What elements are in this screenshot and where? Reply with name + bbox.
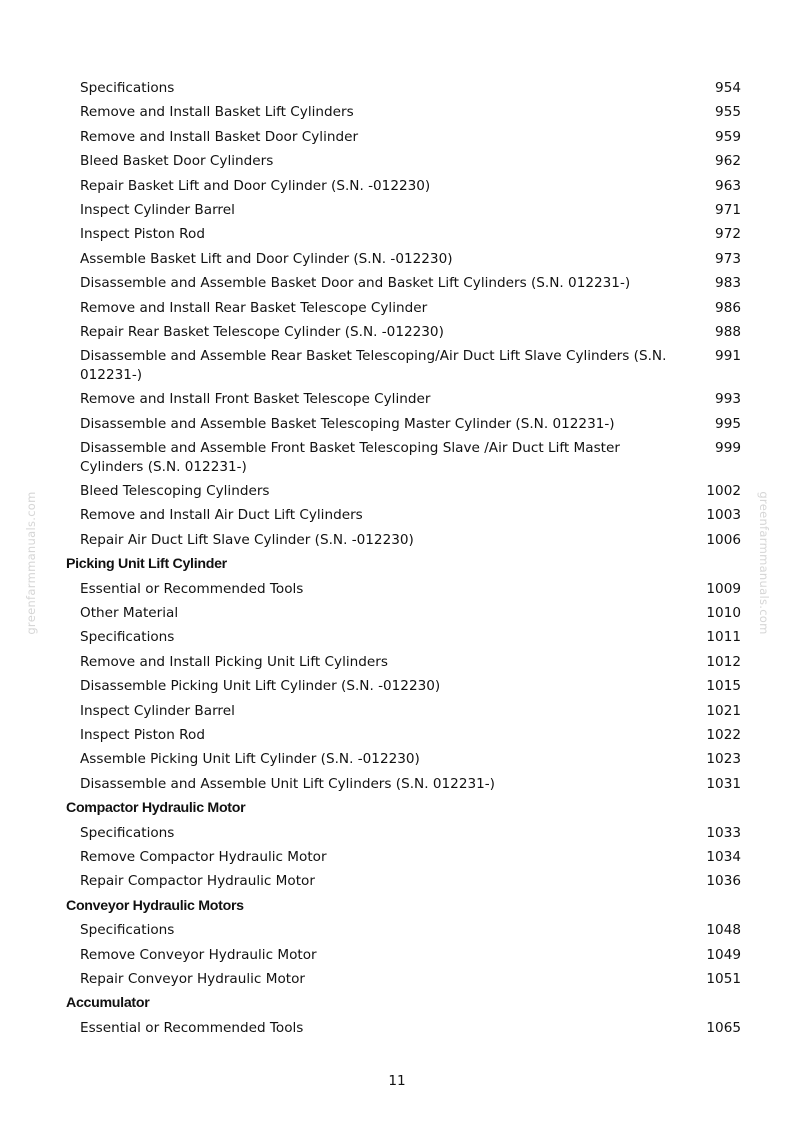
- entry-page-number: 1051: [706, 971, 741, 988]
- entry-page-number: 988: [715, 324, 741, 341]
- toc-entry[interactable]: [0, 674, 794, 698]
- entry-title: Remove and Install Basket Lift Cylinders: [80, 104, 354, 121]
- toc-entry[interactable]: [0, 76, 794, 100]
- entry-title: Disassemble and Assemble Front Basket Telescoping Slave /Air Duct Lift Master Cylinders (S.N. 012231-): [80, 440, 620, 475]
- entry-title: Remove and Install Picking Unit Lift Cylinders: [80, 653, 388, 670]
- toc-entry[interactable]: [0, 869, 794, 893]
- toc-section-heading: [0, 894, 794, 918]
- entry-title: Bleed Basket Door Cylinders: [80, 153, 274, 170]
- entry-page-number: 1003: [706, 507, 741, 524]
- toc-section-heading: [0, 991, 794, 1015]
- entry-title: Repair Rear Basket Telescope Cylinder (S.N. -012230): [80, 324, 444, 341]
- toc-entry[interactable]: [0, 100, 794, 124]
- toc-entry[interactable]: [0, 845, 794, 869]
- entry-title: Specifications: [80, 80, 175, 96]
- entry-page-number: 1011: [706, 629, 741, 646]
- toc-section-heading: [0, 552, 794, 576]
- entry-title: Other Material: [80, 604, 179, 621]
- toc-entry[interactable]: [0, 967, 794, 991]
- toc-entry[interactable]: [0, 125, 794, 149]
- entry-page-number: 1010: [706, 604, 741, 621]
- entry-title: Disassemble and Assemble Unit Lift Cylinders (S.N. 012231-): [80, 775, 495, 792]
- entry-title: Repair Basket Lift and Door Cylinder (S.N. -012230): [80, 177, 431, 194]
- entry-title: Repair Air Duct Lift Slave Cylinder (S.N. -012230): [80, 531, 414, 548]
- section-title: Compactor Hydraulic Motor: [66, 800, 246, 817]
- entry-page-number: 1022: [706, 726, 741, 743]
- section-title: Conveyor Hydraulic Motors: [66, 897, 244, 914]
- entry-page-number: 983: [715, 275, 741, 292]
- entry-title: Specifications: [80, 922, 175, 939]
- entry-page-number: 993: [715, 391, 741, 408]
- entry-page-number: 1049: [706, 946, 741, 963]
- toc-entry[interactable]: [0, 271, 794, 295]
- entry-page-number: 955: [715, 104, 741, 121]
- entry-title: Remove Compactor Hydraulic Motor: [80, 849, 327, 865]
- entry-page-number: 1012: [706, 653, 741, 670]
- toc-entry[interactable]: [0, 436, 794, 479]
- page-number: 11: [388, 1073, 406, 1089]
- toc-entry[interactable]: [0, 247, 794, 271]
- watermark-left: greenfarmmanuals.com: [24, 491, 38, 635]
- toc-section-heading: [0, 796, 794, 820]
- entry-title: Inspect Piston Rod: [80, 726, 205, 743]
- entry-page-number: 1002: [706, 482, 741, 499]
- toc-entry[interactable]: [0, 821, 794, 845]
- entry-page-number: 999: [715, 440, 741, 457]
- toc-entry[interactable]: [0, 699, 794, 723]
- entry-page-number: 1048: [706, 922, 741, 939]
- entry-page-number: 1034: [706, 849, 741, 865]
- entry-title: Remove and Install Rear Basket Telescope Cylinder: [80, 299, 428, 316]
- toc-entry[interactable]: [0, 198, 794, 222]
- entry-title: Disassemble and Assemble Rear Basket Telescoping/Air Duct Lift Slave Cylinders (S.N. 012231-): [80, 348, 667, 383]
- entry-page-number: 1065: [706, 1019, 741, 1036]
- entry-page-number: 1023: [706, 751, 741, 768]
- entry-page-number: 1036: [706, 873, 741, 890]
- entry-page-number: 973: [715, 250, 741, 267]
- toc-entry[interactable]: [0, 296, 794, 320]
- entry-page-number: 954: [715, 80, 741, 96]
- entry-title: Repair Compactor Hydraulic Motor: [80, 873, 315, 890]
- entry-title: Remove and Install Air Duct Lift Cylinders: [80, 507, 363, 524]
- entry-title: Specifications: [80, 629, 175, 646]
- entry-title: Inspect Cylinder Barrel: [80, 202, 235, 219]
- entry-title: Assemble Picking Unit Lift Cylinder (S.N. -012230): [80, 751, 420, 768]
- entry-page-number: 1033: [706, 824, 741, 841]
- entry-title: Disassemble Picking Unit Lift Cylinder (S.N. -012230): [80, 678, 441, 695]
- entry-page-number: 1031: [706, 775, 741, 792]
- entry-page-number: 1021: [706, 702, 741, 719]
- entry-page-number: 959: [715, 128, 741, 145]
- toc-entry[interactable]: [0, 528, 794, 552]
- table-of-contents: [0, 76, 794, 1040]
- entry-page-number: 1006: [706, 531, 741, 548]
- entry-title: Essential or Recommended Tools: [80, 580, 304, 597]
- toc-entry[interactable]: [0, 943, 794, 967]
- entry-title: Bleed Telescoping Cylinders: [80, 482, 270, 499]
- entry-title: Remove Conveyor Hydraulic Motor: [80, 946, 317, 963]
- entry-title: Repair Conveyor Hydraulic Motor: [80, 971, 306, 988]
- toc-entry[interactable]: [0, 723, 794, 747]
- entry-page-number: 995: [715, 415, 741, 432]
- entry-page-number: 1015: [706, 678, 741, 695]
- toc-entry[interactable]: [0, 479, 794, 503]
- entry-page-number: 972: [715, 226, 741, 243]
- entry-page-number: 991: [715, 348, 741, 365]
- entry-title: Assemble Basket Lift and Door Cylinder (S.N. -012230): [80, 250, 453, 267]
- entry-page-number: 971: [715, 202, 741, 219]
- entry-title: Remove and Install Basket Door Cylinder: [80, 128, 359, 145]
- entry-page-number: 963: [715, 177, 741, 194]
- toc-entry[interactable]: [0, 1016, 794, 1040]
- entry-title: Remove and Install Front Basket Telescope Cylinder: [80, 391, 431, 408]
- entry-title: Disassemble and Assemble Basket Telescoping Master Cylinder (S.N. 012231-): [80, 415, 615, 432]
- section-title: Accumulator: [66, 995, 150, 1012]
- toc-entry[interactable]: [0, 320, 794, 344]
- toc-entry[interactable]: [0, 503, 794, 527]
- toc-entry[interactable]: [0, 222, 794, 246]
- toc-entry[interactable]: [0, 174, 794, 198]
- toc-entry[interactable]: [0, 772, 794, 796]
- toc-entry[interactable]: [0, 412, 794, 436]
- entry-title: Specifications: [80, 824, 175, 841]
- entry-title: Essential or Recommended Tools: [80, 1019, 304, 1036]
- entry-title: Inspect Cylinder Barrel: [80, 702, 235, 719]
- toc-entry[interactable]: [0, 918, 794, 942]
- entry-title: Inspect Piston Rod: [80, 226, 205, 243]
- entry-page-number: 1009: [706, 580, 741, 597]
- toc-entry[interactable]: [0, 149, 794, 173]
- watermark-right: greenfarmmanuals.com: [757, 491, 771, 635]
- toc-entry[interactable]: [0, 577, 794, 601]
- entry-page-number: 986: [715, 299, 741, 316]
- toc-entry[interactable]: [0, 344, 794, 387]
- toc-entry[interactable]: [0, 387, 794, 411]
- section-title: Picking Unit Lift Cylinder: [66, 556, 227, 573]
- toc-entry[interactable]: [0, 601, 794, 625]
- toc-entry[interactable]: [0, 650, 794, 674]
- entry-title: Disassemble and Assemble Basket Door and Basket Lift Cylinders (S.N. 012231-): [80, 275, 631, 292]
- toc-entry[interactable]: [0, 747, 794, 771]
- entry-page-number: 962: [715, 153, 741, 170]
- toc-entry[interactable]: [0, 625, 794, 649]
